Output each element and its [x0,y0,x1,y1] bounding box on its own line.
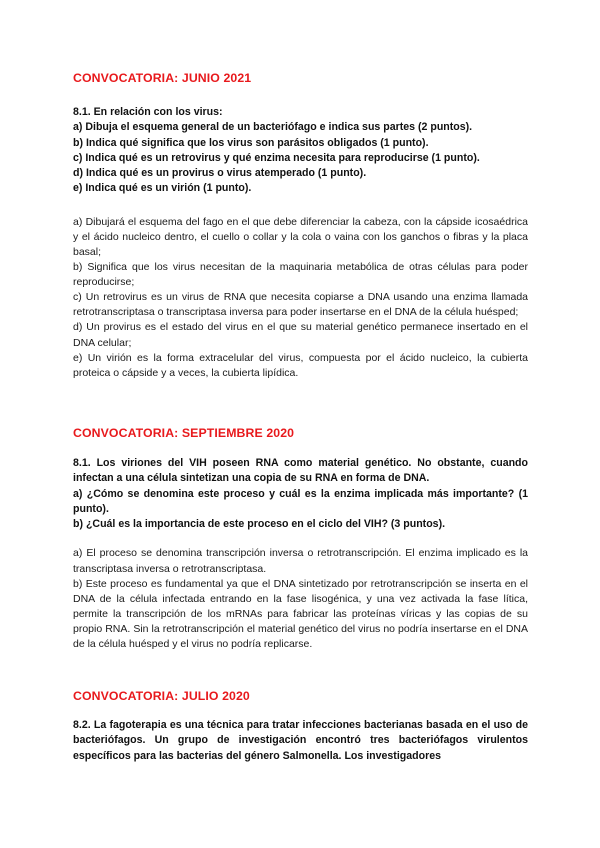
answer-d: d) Un provirus es el estado del virus en el que su material genético permanece insertado en el DNA celular; [73,321,528,349]
section-heading: CONVOCATORIA: JULIO 2020 [73,689,250,703]
question-intro: 8.1. Los viriones del VIH poseen RNA como material genético. No obstante, cuando infectan a una célula sintetizan una copia de su RNA en forma de DNA. [73,457,528,485]
answer-a: a) El proceso se denomina transcripción inversa o retrotranscripción. El enzima implicado es la transcriptasa inversa o retrotranscriptasa. [73,547,528,575]
question-list [73,105,528,197]
section-heading: CONVOCATORIA: SEPTIEMBRE 2020 [73,426,295,440]
answer-c: c) Un retrovirus es un virus de RNA que necesita copiarse a DNA usando una enzima llamada retrotranscriptasa o transcriptasa inversa para poder insertarse en el DNA de la célula huésped; [73,291,528,319]
question-intro: 8.2. La fagoterapia es una técnica para tratar infecciones bacterianas basada en el uso de bacteriófagos. Un grupo de investigación encontró tres bacteriófagos virulentos específicos para las bacterias del género Salmonella. Los investigadores [73,719,528,762]
question-a: a) Dibuja el esquema general de un bacteriófago e indica sus partes (2 puntos). [73,121,473,134]
section-heading: CONVOCATORIA: JUNIO 2021 [73,71,252,85]
section-julio-2020 [73,689,528,764]
question-list [73,456,528,532]
question-d: d) Indica qué es un provirus o virus atemperado (1 punto). [73,167,367,180]
answer-list [73,215,528,381]
answer-list [73,546,528,652]
question-e: e) Indica qué es un virión (1 punto). [73,182,252,195]
section-junio-2021 [73,71,528,381]
answer-e: e) Un virión es la forma extracelular del virus, compuesta por el ácido nucleico, la cubierta proteica o cápside y a veces, la cubierta lipídica. [73,351,528,379]
section-septiembre-2020 [73,426,528,652]
answer-b: b) Significa que los virus necesitan de la maquinaria metabólica de otras células para poder reproducirse; [73,261,528,289]
question-intro: 8.1. En relación con los virus: [73,106,223,118]
question-b: b) Indica qué significa que los virus son parásitos obligados (1 punto). [73,136,429,149]
answer-b: b) Este proceso es fundamental ya que el DNA sintetizado por retrotranscripción se inserta en el DNA de la célula infectada entrando en la fase lisogénica, y una vez activada la fase lítica, permite la transcripción de los mRNAs para fabricar las proteínas víricas y las copias de su propio RNA. Sin la retrotranscripción el material genético del virus no podría insertarse en el DNA de la célula huésped y el virus no podría replicarse. [73,577,528,651]
question-b: b) ¿Cuál es la importancia de este proceso en el ciclo del VIH? (3 puntos). [73,518,446,531]
question-list [73,718,528,764]
answer-a: a) Dibujará el esquema del fago en el que debe diferenciar la cabeza, con la cápside icosaédrica y el ácido nucleico dentro, el cuello o collar y la cola o vaina con los ganchos o fibras y la placa basal; [73,215,528,258]
question-a: a) ¿Cómo se denomina este proceso y cuál es la enzima implicada más importante? (1 punto). [73,487,528,515]
question-c: c) Indica qué es un retrovirus y qué enzima necesita para reproducirse (1 punto). [73,151,480,164]
